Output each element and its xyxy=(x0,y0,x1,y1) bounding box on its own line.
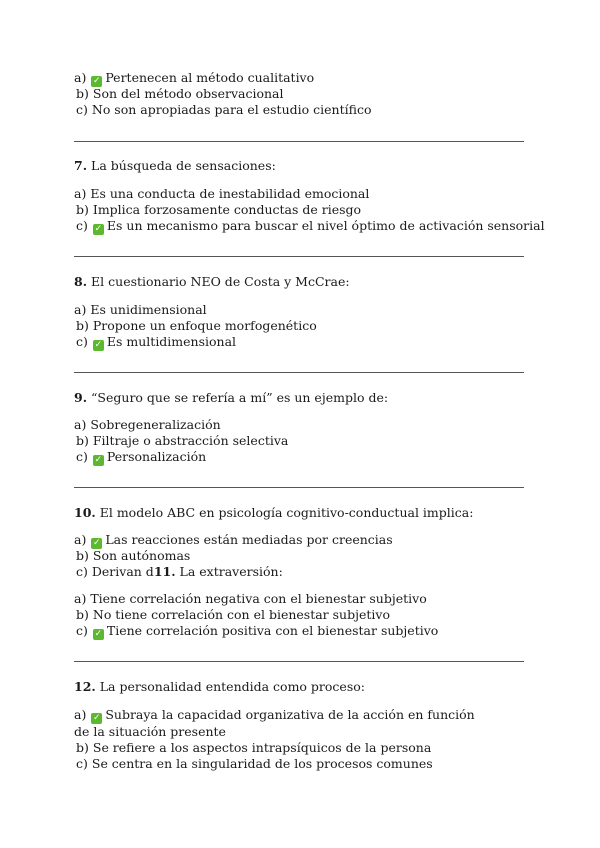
question-8 xyxy=(74,274,526,290)
question-9 xyxy=(74,390,526,406)
question-12 xyxy=(74,679,526,695)
question-7 xyxy=(74,158,526,174)
option-b: b) Propone un enfoque morfogenético xyxy=(76,318,317,333)
check-icon: ✓ xyxy=(93,76,101,86)
option-b: b) Filtraje o abstracción selectiva xyxy=(76,433,289,448)
question-title: 9. “Seguro que se refería a mí” es un ejemplo de: xyxy=(74,390,389,405)
option-b: b) No tiene correlación con el bienestar subjetivo xyxy=(76,607,390,622)
option-c: c) ✓ Es un mecanismo para buscar el nivel óptimo de activación sensorial xyxy=(76,218,545,234)
divider xyxy=(74,372,524,373)
divider xyxy=(74,141,524,142)
option-c: c) ✓ Personalización xyxy=(76,449,207,465)
question-title: 7. La búsqueda de sensaciones: xyxy=(74,158,276,173)
question-10 xyxy=(74,505,526,521)
check-icon: ✓ xyxy=(94,455,103,465)
check-icon: ✓ xyxy=(94,629,103,639)
option-a: a) Tiene correlación negativa con el bienestar subjetivo xyxy=(74,591,427,606)
question-title: 12. La personalidad entendida como proceso: xyxy=(74,679,365,694)
option-c: c) Se centra en la singularidad de los procesos comunes xyxy=(76,756,433,771)
divider xyxy=(74,487,524,488)
question-7-options xyxy=(74,186,545,234)
check-icon: ✓ xyxy=(94,224,103,234)
question-8-options xyxy=(74,302,526,350)
option-c: c) ✓ Tiene correlación positiva con el bienestar subjetivo xyxy=(76,623,439,639)
check-icon: ✓ xyxy=(94,340,103,350)
option-a: a) Sobregeneralización xyxy=(74,417,221,432)
option-a: a) ✓ Pertenecen al método cualitativo xyxy=(74,70,315,86)
question-title: 10. El modelo ABC en psicología cognitivo-conductual implica: xyxy=(74,505,474,520)
question-11-options xyxy=(74,591,526,639)
divider xyxy=(74,661,524,662)
question-10-options xyxy=(74,532,526,580)
option-c: c) No son apropiadas para el estudio científico xyxy=(76,102,372,117)
option-a: a) Es una conducta de inestabilidad emocional xyxy=(74,186,370,201)
check-icon: ✓ xyxy=(93,713,101,723)
option-a: a) ✓ Las reacciones están mediadas por creencias xyxy=(74,532,393,548)
divider xyxy=(74,256,524,257)
check-icon: ✓ xyxy=(93,538,101,548)
question-12-options xyxy=(74,707,494,772)
option-a: a) Es unidimensional xyxy=(74,302,207,317)
question-title: 8. El cuestionario NEO de Costa y McCrae: xyxy=(74,274,350,289)
option-b: b) Se refiere a los aspectos intrapsíquicos de la persona xyxy=(76,740,432,755)
option-c-merged-q11: c) Derivan d11. La extraversión: xyxy=(76,564,283,579)
question-9-options xyxy=(74,417,526,465)
option-b: b) Son del método observacional xyxy=(76,86,284,101)
question-6-options xyxy=(74,70,526,118)
option-a: a) ✓ Subraya la capacidad organizativa de la acción en función de la situación presente xyxy=(74,707,475,739)
option-b: b) Son autónomas xyxy=(76,548,191,563)
option-b: b) Implica forzosamente conductas de riesgo xyxy=(76,202,362,217)
option-c: c) ✓ Es multidimensional xyxy=(76,334,237,350)
